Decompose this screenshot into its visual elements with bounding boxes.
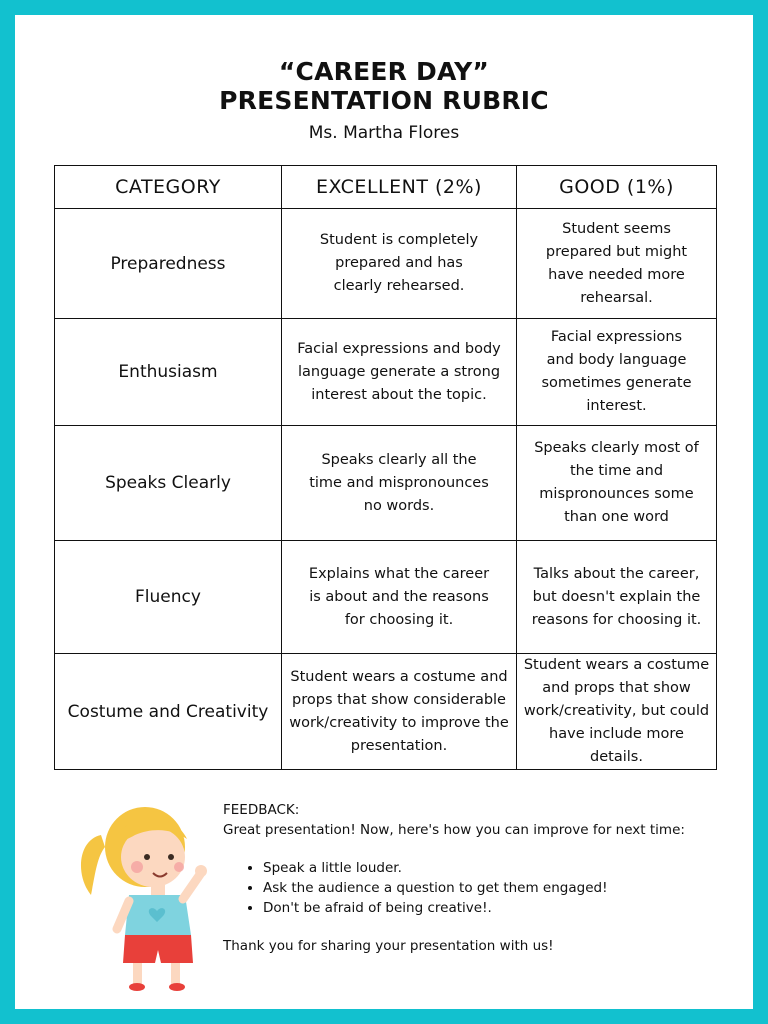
girl-pointing-illustration [73,795,213,995]
category-cell: Fluency [55,541,282,654]
table-row [55,426,717,541]
category-cell: Preparedness [55,209,282,319]
excellent-cell: Speaks clearly all the time and mispronounces no words. [282,426,517,541]
list-item: • Ask the audience a question to get them engaged! [263,878,723,898]
rubric-table [54,165,717,770]
good-cell: Student wears a costume and props that show work/creativity, but could have include more details. [517,654,717,770]
header-excellent: EXCELLENT (2%) [282,166,517,209]
good-cell: Student seems prepared but might have needed more rehearsal. [517,209,717,319]
header-category: CATEGORY [55,166,282,209]
rubric-page [15,15,753,1009]
title-line-1: “CAREER DAY” [278,57,490,86]
table-row [55,319,717,426]
feedback-section [223,800,723,956]
good-cell: Talks about the career, but doesn't explain the reasons for choosing it. [517,541,717,654]
table-header-row [55,166,717,209]
good-cell: Speaks clearly most of the time and mispronounces some than one word [517,426,717,541]
table-row [55,654,717,770]
header-good: GOOD (1%) [517,166,717,209]
page-title [15,57,753,115]
excellent-cell: Facial expressions and body language generate a strong interest about the topic. [282,319,517,426]
category-cell: Enthusiasm [55,319,282,426]
feedback-list [223,858,723,918]
excellent-cell: Student wears a costume and props that show considerable work/creativity to improve the presentation. [282,654,517,770]
category-cell: Costume and Creativity [55,654,282,770]
list-item: • Don't be afraid of being creative!. [263,898,723,918]
good-cell: Facial expressions and body language sometimes generate interest. [517,319,717,426]
teacher-name: Ms. Martha Flores [308,123,460,143]
list-item: • Speak a little louder. [263,858,723,878]
feedback-closing: Thank you for sharing your presentation with us! [223,938,554,954]
title-line-2: PRESENTATION RUBRIC [219,86,549,115]
category-cell: Speaks Clearly [55,426,282,541]
excellent-cell: Explains what the career is about and the reasons for choosing it. [282,541,517,654]
excellent-cell: Student is completely prepared and has clearly rehearsed. [282,209,517,319]
feedback-heading: FEEDBACK: [223,802,300,818]
table-row [55,541,717,654]
table-row [55,209,717,319]
feedback-intro: Great presentation! Now, here's how you can improve for next time: [223,822,685,838]
